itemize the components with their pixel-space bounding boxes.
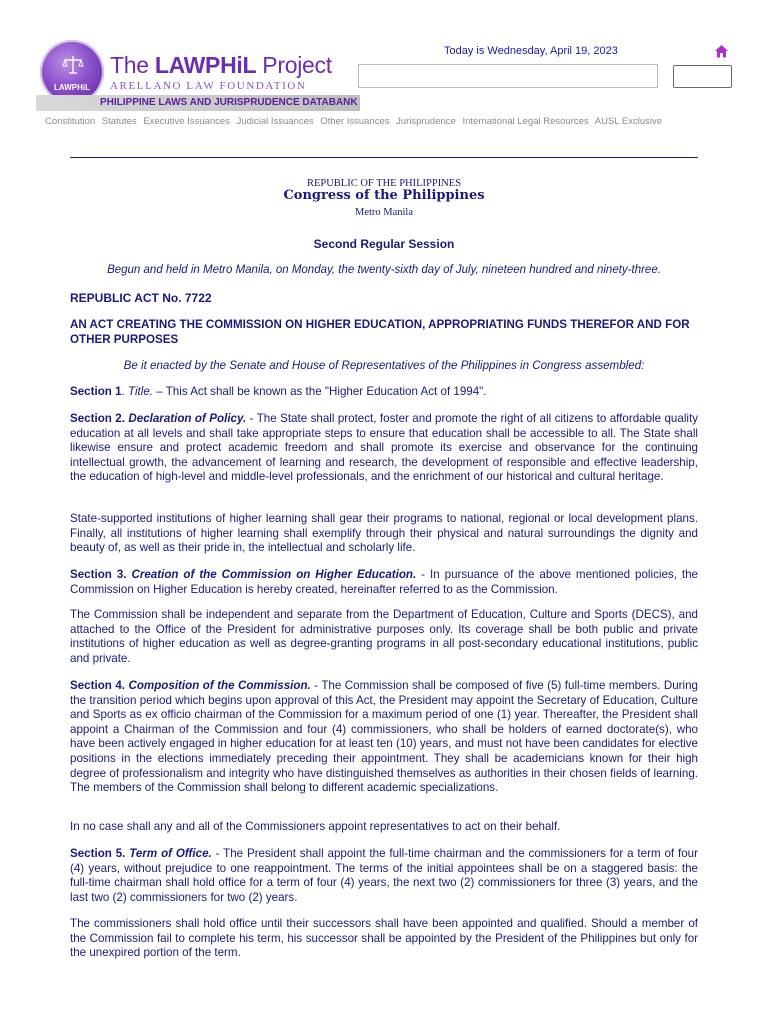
home-icon[interactable] — [714, 44, 729, 59]
section-heading: Section 4. — [70, 679, 125, 692]
section-heading: Section 5. — [70, 847, 126, 860]
metro-heading: Metro Manila — [354, 207, 414, 218]
nav-item-statutes[interactable]: Statutes — [101, 116, 137, 127]
act-title: AN ACT CREATING THE COMMISSION ON HIGHER EDUCATION, APPROPRIATING FUNDS THEREFOR AND FOR OTHER PURPOSES — [70, 318, 690, 346]
brand-bold: LAWPHiL — [154, 52, 257, 78]
nav-item-other-issuances[interactable]: Other Issuances — [320, 116, 390, 127]
congress-heading: Congress of the Philippines — [283, 188, 485, 203]
brand-bar-text: PHILIPPINE LAWS AND JURISPRUDENCE DATABANK — [100, 97, 358, 108]
section-text: – This Act shall be known as the "Higher Education Act of 1994". — [153, 385, 487, 398]
nav-item-judicial-issuances[interactable]: Judicial Issuances — [236, 116, 314, 127]
header-divider — [70, 157, 698, 158]
seal-text: LAWPHiL — [54, 83, 90, 92]
section-title: Declaration of Policy. — [128, 412, 247, 425]
main-nav — [45, 116, 666, 127]
nav-item-ausl-exclusive[interactable]: AUSL Exclusive — [594, 116, 663, 127]
search-input[interactable] — [358, 64, 658, 88]
section-3-paragraph: The Commission shall be independent and separate from the Department of Education, Culture and Sports (DECS), and attached to the Office of the President for administrative purposes only. Its coverage shall be both public and private institutions of higher education as well as degree-granting programs in all post-secondary educational institutions, public and private. — [70, 608, 698, 665]
section-2 — [70, 412, 698, 485]
republic-heading: REPUBLIC OF THE PHILIPPINES — [306, 178, 462, 189]
section-5-paragraph: The commissioners shall hold office until their successors shall have been appointed and qualified. Should a member of the Commission fail to complete his term, his successor shall be appointed by the President of the Philippines but only for the unexpired portion of the term. — [70, 917, 698, 960]
search-button[interactable] — [673, 65, 732, 88]
nav-item-jurisprudence[interactable]: Jurisprudence — [396, 116, 456, 127]
enacting-clause: Be it enacted by the Senate and House of Representatives of the Philippines in Congress assembled: — [123, 359, 645, 372]
brand-bar — [36, 95, 360, 111]
section-heading: Section 1 — [70, 385, 122, 398]
section-text: - The State shall protect, foster and promote the right of all citizens to affordable quality education at all levels and shall take appropriate steps to ensure that education shall be accessible to all. The State shall likewise ensure and protect academic freedom and shall promote its exercise and observance for the continuing intellectual growth, the advancement of learning and research, the development of responsible and effective leadership, the education of high-level and middle-level professionals, and the enrichment of our historical and cultural heritage. — [70, 412, 698, 484]
section-text: - The President shall appoint the full-time chairman and the commissioners for a term of four (4) years, without prejudice to one reappointment. The terms of the initial appointees shall be on a staggered basis: the full-time chairman shall hold office for a term of four (4) years, the next two (2) commissioners for three (3) years, and the last two (2) commissioners for two (2) years. — [70, 847, 698, 904]
section-2-paragraph: State-supported institutions of higher learning shall gear their programs to national, regional or local development plans. Finally, all institutions of higher learning shall exemplify through their physical and natural surroundings the dignity and beauty of, as well as their pride in, the intellectual and scholarly life. — [70, 512, 698, 555]
section-text: - In pursuance of the above mentioned policies, the Commission on Higher Education is hereby created, hereinafter referred to as the Commission. — [70, 568, 698, 596]
nav-item-international-legal-resources[interactable]: International Legal Resources — [462, 116, 589, 127]
section-1: Section 1. Title. – This Act shall be known as the "Higher Education Act of 1994". — [70, 385, 487, 398]
scales-of-justice-icon — [62, 54, 84, 76]
nav-item-constitution[interactable]: Constitution — [45, 116, 96, 127]
section-heading: Section 2. — [70, 412, 125, 425]
ra-number: REPUBLIC ACT No. 7722 — [70, 291, 212, 305]
section-title: Composition of the Commission. — [128, 679, 311, 692]
section-5 — [70, 847, 698, 905]
section-text: - The Commission shall be composed of five (5) full-time members. During the transition period which begins upon approval of this Act, the President may appoint the Secretary of Education, Culture and Sports as ex officio chairman of the Commission for a maximum period of one (1) year. Thereafter, the President shall appoint a Chairman of the Commission and four (4) commissioners, who shall be holders of earned doctorate(s), who have been actively engaged in higher education for at least ten (10) years, and must not have been candidates for elective positions in the elections immediately preceding their appointment. They shall be academicians known for their high degree of professionalism and integrity who have distinguished themselves as authorities in their chosen fields of learning. The members of the Commission shall belong to different academic specializations. — [70, 679, 698, 795]
begun-statement: Begun and held in Metro Manila, on Monday, the twenty-sixth day of July, nineteen hundred and ninety-three. — [107, 264, 661, 276]
section-heading: Section 3. — [70, 568, 127, 581]
today-date: Today is Wednesday, April 19, 2023 — [444, 45, 618, 57]
section-4 — [70, 679, 698, 796]
section-title: Title. — [128, 385, 154, 398]
brand-title[interactable] — [110, 52, 332, 79]
brand-prefix: The — [110, 52, 155, 78]
section-title: Creation of the Commission on Higher Education. — [131, 568, 417, 581]
section-3 — [70, 568, 698, 597]
section-title: Term of Office. — [129, 847, 212, 860]
brand-subtitle: ARELLANO LAW FOUNDATION — [110, 80, 307, 92]
nav-item-executive-issuances[interactable]: Executive Issuances — [143, 116, 230, 127]
section-4-paragraph: In no case shall any and all of the Commissioners appoint representatives to act on their behalf. — [70, 820, 561, 833]
session-heading: Second Regular Session — [313, 237, 455, 251]
brand-suffix: Project — [256, 52, 332, 78]
